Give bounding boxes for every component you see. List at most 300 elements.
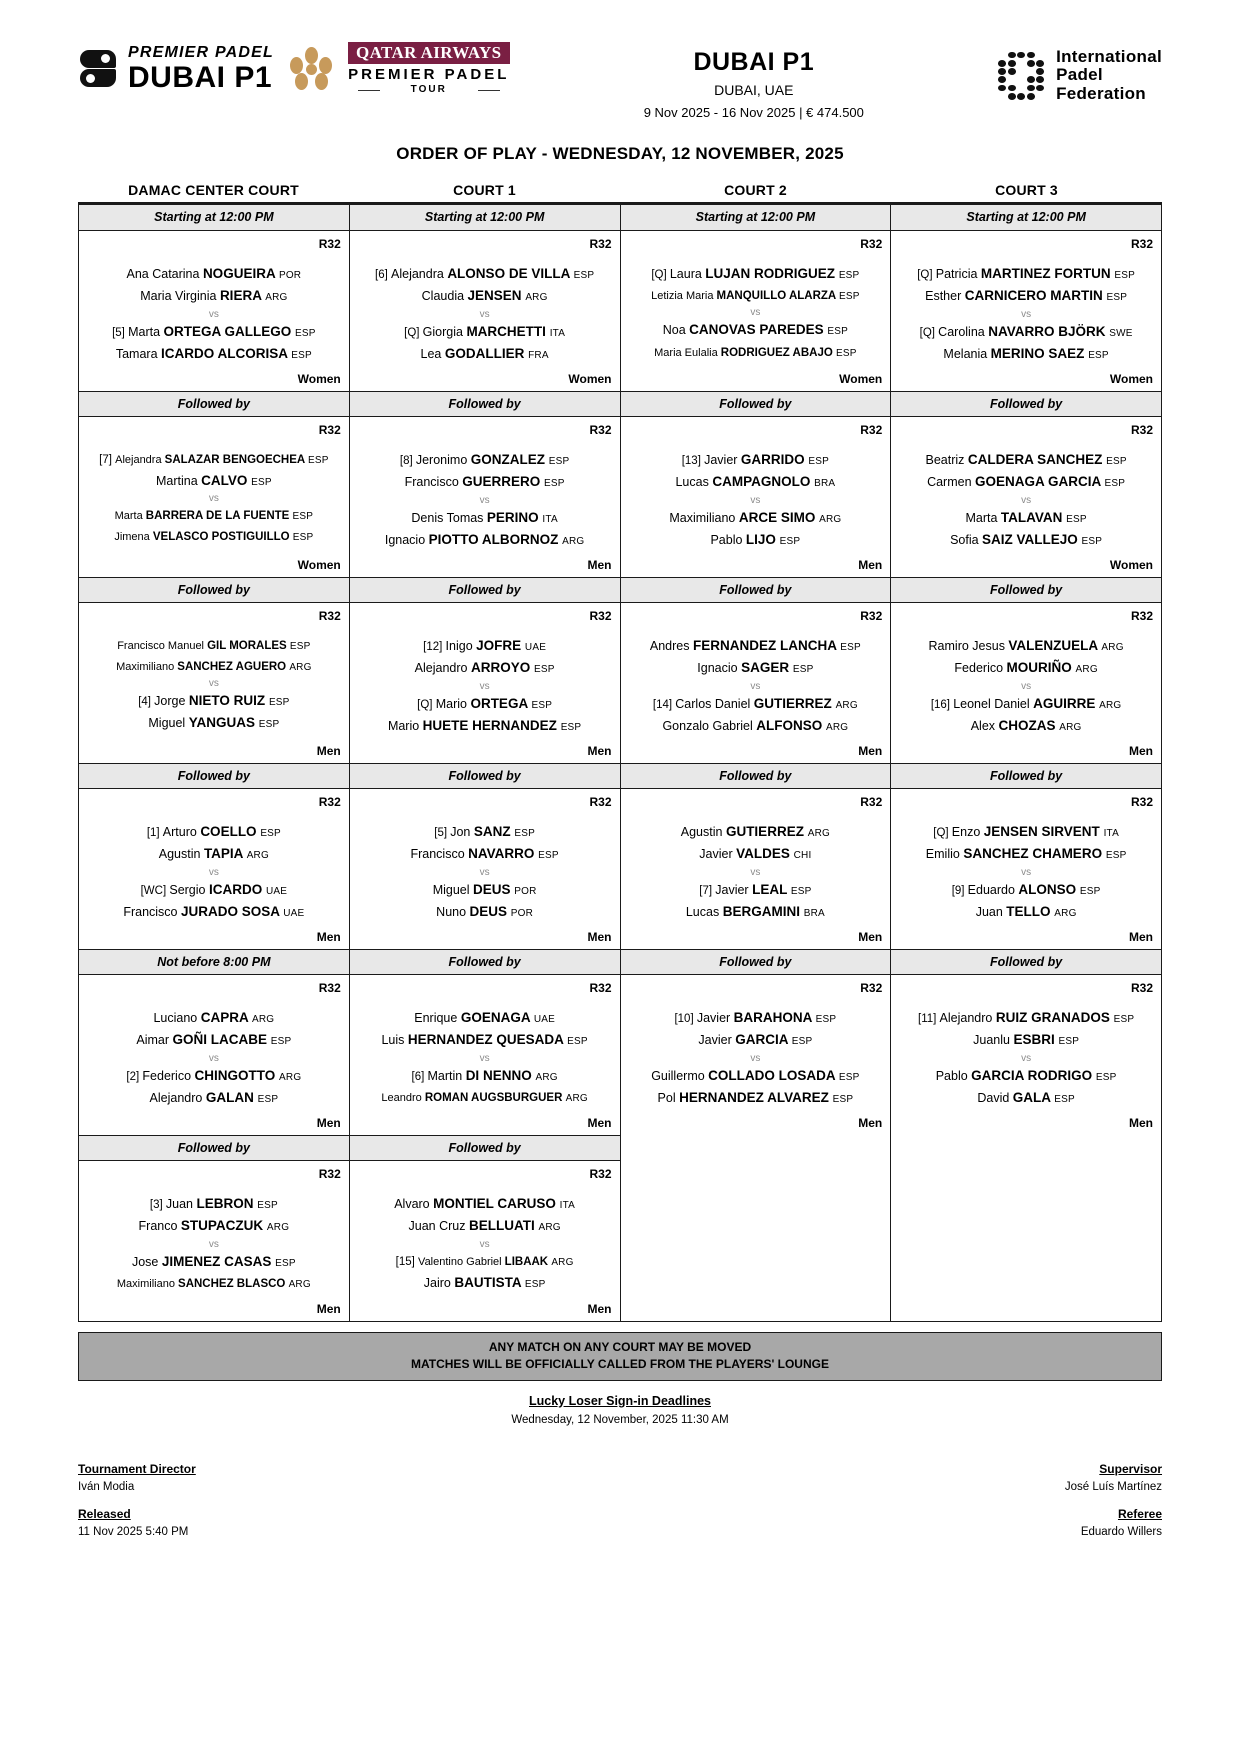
gender-label: Men <box>1129 930 1153 944</box>
player-nationality: ESP <box>275 1257 296 1269</box>
player-last-name: CHOZAS <box>998 717 1060 733</box>
player-line <box>897 635 1155 657</box>
player-seed: [3] <box>149 1199 166 1211</box>
player-seed: [Q] <box>404 326 423 339</box>
player-seed: [7] <box>699 884 716 897</box>
player-seed: [5] <box>434 827 451 839</box>
player-line <box>85 843 343 865</box>
player-last-name: BAUTISTA <box>454 1274 525 1290</box>
player-nationality: ESP <box>779 535 801 547</box>
player-line <box>356 1272 614 1294</box>
players-block <box>85 1007 343 1109</box>
player-seed: [8] <box>399 455 416 467</box>
player-nationality: ESP <box>514 828 535 839</box>
player-first-name: Federico <box>954 661 1007 676</box>
player-nationality: ARG <box>252 1014 275 1025</box>
player-line <box>627 693 885 715</box>
player-line <box>897 285 1155 307</box>
player-first-name: Alejandro <box>939 1011 996 1025</box>
player-last-name: SALAZAR BENGOECHEA <box>164 454 308 466</box>
player-first-name: Inigo <box>445 639 477 653</box>
player-last-name: JENSEN <box>467 288 526 304</box>
player-seed: [14] <box>652 698 676 711</box>
player-line <box>85 1087 343 1109</box>
player-line <box>897 657 1155 679</box>
player-last-name: TELLO <box>1006 903 1055 919</box>
player-last-name: COLLADO LOSADA <box>708 1067 839 1083</box>
player-first-name: Marta <box>114 510 146 523</box>
player-line <box>356 715 614 737</box>
player-line <box>897 507 1155 529</box>
match-slot[interactable] <box>350 391 620 577</box>
player-nationality: ITA <box>549 327 566 339</box>
player-nationality: ESP <box>260 828 281 839</box>
player-last-name: PERINO <box>486 509 543 525</box>
player-first-name: Valentino Gabriel <box>418 1255 505 1268</box>
player-nationality: ESP <box>1058 1036 1080 1048</box>
match-slot[interactable] <box>621 1135 891 1321</box>
player-first-name: Enrique <box>414 1011 461 1025</box>
player-last-name: CALDERA SANCHEZ <box>967 452 1107 467</box>
player-line <box>627 821 885 843</box>
player-first-name: Mario <box>435 696 471 711</box>
gender-label: Men <box>316 1116 341 1130</box>
player-line <box>897 471 1155 493</box>
player-first-name: Laura <box>669 267 706 281</box>
vs-separator: vs <box>479 680 490 692</box>
match-slot[interactable] <box>621 949 891 1135</box>
player-first-name: Mario <box>387 718 423 733</box>
match-slot[interactable] <box>350 205 620 391</box>
signoff-right <box>1065 1462 1162 1538</box>
player-last-name: LUJAN RODRIGUEZ <box>705 266 839 281</box>
player-last-name: ESBRI <box>1013 1032 1059 1048</box>
player-first-name: Federico <box>142 1068 195 1083</box>
gender-label: Men <box>587 558 612 572</box>
player-last-name: BARAHONA <box>733 1010 816 1025</box>
slot-time-label: Followed by <box>891 577 1161 603</box>
player-line <box>356 879 614 901</box>
player-line <box>627 507 885 529</box>
round-label: R32 <box>589 1167 612 1181</box>
match-slot[interactable] <box>891 1135 1161 1321</box>
player-seed: [12] <box>423 641 446 653</box>
player-first-name: Agustin <box>680 825 726 839</box>
player-last-name: RUIZ GRANADOS <box>995 1010 1114 1025</box>
player-nationality: ESP <box>1106 292 1128 304</box>
player-nationality: CHI <box>793 850 812 862</box>
player-line <box>627 1029 885 1051</box>
player-first-name: Alejandro <box>149 1090 206 1105</box>
slot-time-label: Followed by <box>350 1135 620 1161</box>
player-first-name: Ignacio <box>697 661 742 676</box>
match-slot[interactable] <box>79 763 349 949</box>
players-block <box>627 821 885 923</box>
round-label: R32 <box>589 609 612 623</box>
slot-time-label: Followed by <box>891 949 1161 975</box>
player-first-name: Claudia <box>421 289 468 304</box>
players-block <box>627 635 885 737</box>
player-seed: [Q] <box>651 269 670 281</box>
player-last-name: ARROYO <box>470 660 534 676</box>
match-slot[interactable] <box>891 391 1161 577</box>
player-nationality: ARG <box>819 513 842 525</box>
player-nationality: ARG <box>279 1071 302 1083</box>
player-seed: [7] <box>99 454 116 466</box>
slot-time-label: Followed by <box>350 949 620 975</box>
vs-separator: vs <box>479 308 490 320</box>
player-line <box>356 285 614 307</box>
player-first-name: Maximiliano <box>116 660 178 673</box>
player-first-name: Enzo <box>951 825 984 839</box>
player-last-name: CAMPAGNOLO <box>712 474 815 490</box>
player-seed: [Q] <box>917 269 936 281</box>
player-last-name: MARCHETTI <box>466 323 550 339</box>
tournament-title-block <box>644 48 864 120</box>
player-nationality: ESP <box>838 291 860 303</box>
players-block <box>627 263 885 362</box>
player-first-name: Carlos Daniel <box>675 696 754 711</box>
player-last-name: DI NENNO <box>465 1067 536 1083</box>
match-body <box>350 417 620 577</box>
player-nationality: ESP <box>1113 1014 1135 1025</box>
player-first-name: Marta <box>965 510 1001 525</box>
player-line <box>85 656 343 677</box>
player-nationality: ESP <box>1114 270 1136 281</box>
dubai-p1-text: DUBAI P1 <box>128 60 273 94</box>
vs-separator: vs <box>208 677 219 689</box>
player-line <box>85 901 343 923</box>
player-line <box>85 449 343 470</box>
player-first-name: Melania <box>943 346 991 361</box>
players-block <box>85 1193 343 1294</box>
player-last-name: ALONSO DE VILLA <box>447 266 574 281</box>
player-line <box>897 263 1155 285</box>
player-seed: [6] <box>411 1070 428 1083</box>
players-block <box>897 449 1155 551</box>
player-nationality: ESP <box>270 1036 292 1048</box>
player-nationality: UAE <box>533 1014 555 1025</box>
player-nationality: ITA <box>542 513 558 525</box>
player-line <box>627 342 885 363</box>
player-line <box>897 843 1155 865</box>
player-last-name: ALFONSO <box>756 717 827 733</box>
player-first-name: Francisco <box>404 475 463 490</box>
player-line <box>356 343 614 365</box>
premier-padel-text: PREMIER PADEL <box>128 43 274 61</box>
player-line <box>627 1065 885 1087</box>
round-label: R32 <box>318 1167 341 1181</box>
qatar-airways-text: QATAR AIRWAYS <box>348 42 510 64</box>
player-line <box>897 449 1155 471</box>
player-line <box>356 1193 614 1215</box>
players-block <box>897 263 1155 365</box>
player-nationality: ARG <box>288 1278 311 1290</box>
order-of-play-title: ORDER OF PLAY - WEDNESDAY, 12 NOVEMBER, 2025 <box>396 144 844 163</box>
gender-label: Women <box>297 558 341 572</box>
player-first-name: Pablo <box>935 1068 972 1083</box>
match-slot[interactable] <box>891 949 1161 1135</box>
gender-label: Men <box>316 744 341 758</box>
player-nationality: ARG <box>551 1256 574 1268</box>
player-line <box>356 507 614 529</box>
slot-time-label: Starting at 12:00 PM <box>350 205 620 231</box>
player-first-name: Jon <box>450 825 474 839</box>
player-last-name: SANCHEZ CHAMERO <box>963 846 1106 862</box>
players-block <box>356 1007 614 1108</box>
player-line <box>356 321 614 343</box>
player-last-name: GODALLIER <box>444 345 529 361</box>
round-label: R32 <box>860 237 883 251</box>
player-line <box>85 1251 343 1273</box>
player-last-name: DEUS <box>469 903 511 919</box>
player-line <box>85 1029 343 1051</box>
slot-time-label: Followed by <box>891 391 1161 417</box>
player-nationality: ESP <box>544 478 565 490</box>
player-seed: [6] <box>375 269 392 281</box>
player-line <box>897 1087 1155 1109</box>
vs-separator: vs <box>479 1052 490 1064</box>
player-line <box>85 505 343 526</box>
empty-slot <box>891 1135 1161 1321</box>
player-first-name: Pablo <box>710 532 746 547</box>
player-first-name: Aimar <box>136 1033 173 1048</box>
vs-separator: vs <box>208 866 219 878</box>
player-last-name: NAVARRO <box>468 846 539 862</box>
premier-padel-dubai-logo <box>78 42 510 95</box>
player-last-name: GARRIDO <box>740 452 809 467</box>
player-seed: [11] <box>918 1013 940 1025</box>
players-block <box>85 635 343 734</box>
player-last-name: JENSEN SIRVENT <box>983 824 1104 839</box>
player-last-name: LIBAAK <box>504 1255 552 1268</box>
players-block <box>85 449 343 547</box>
player-first-name: Leonel Daniel <box>953 696 1034 711</box>
player-nationality: ESP <box>560 721 582 733</box>
player-line <box>356 263 614 285</box>
player-nationality: ARG <box>246 850 269 862</box>
player-nationality: ESP <box>791 1036 813 1048</box>
player-last-name: ICARDO ALCORISA <box>161 345 292 361</box>
gender-label: Men <box>1129 744 1153 758</box>
match-slot[interactable] <box>350 577 620 763</box>
player-nationality: POR <box>278 270 302 281</box>
player-last-name: MONTIEL CARUSO <box>433 1196 560 1211</box>
match-body <box>621 789 891 949</box>
player-seed: [WC] <box>140 884 170 897</box>
player-first-name: Sofia <box>950 532 983 547</box>
gender-label: Men <box>858 930 883 944</box>
players-block <box>627 449 885 551</box>
match-slot[interactable] <box>350 949 620 1135</box>
supervisor-name: José Luís Martínez <box>1064 1480 1162 1493</box>
round-label: R32 <box>318 981 341 995</box>
player-last-name: SANZ <box>473 824 515 839</box>
player-line <box>356 821 614 843</box>
player-first-name: Javier <box>699 847 737 862</box>
slot-time-label: Starting at 12:00 PM <box>621 205 891 231</box>
player-nationality: ARG <box>535 1071 558 1083</box>
player-line <box>85 470 343 492</box>
player-line <box>85 712 343 734</box>
player-nationality: ESP <box>291 349 312 361</box>
player-last-name: MANQUILLO ALARZA <box>716 290 839 303</box>
player-line <box>897 715 1155 737</box>
player-nationality: ESP <box>1088 349 1109 361</box>
slot-time-label: Followed by <box>621 763 891 789</box>
schedule-grid <box>78 202 1162 1322</box>
player-nationality: UAE <box>524 642 547 653</box>
match-slot[interactable] <box>79 205 349 391</box>
match-body <box>350 975 620 1135</box>
gender-label: Men <box>858 744 883 758</box>
vs-separator: vs <box>750 680 761 692</box>
slot-time-label: Followed by <box>350 391 620 417</box>
player-line <box>897 321 1155 343</box>
match-slot[interactable] <box>621 205 891 391</box>
player-first-name: Alejandra <box>115 454 165 466</box>
supervisor-label: Supervisor <box>1099 1461 1162 1476</box>
gender-label: Men <box>587 1302 612 1316</box>
player-nationality: ESP <box>815 1014 837 1025</box>
player-nationality: ESP <box>790 885 812 897</box>
player-last-name: GUTIERREZ <box>753 695 836 711</box>
player-last-name: SAIZ VALLEJO <box>982 531 1082 547</box>
player-line <box>85 1007 343 1029</box>
match-body <box>350 789 620 949</box>
match-slot[interactable] <box>891 205 1161 391</box>
player-last-name: COELLO <box>200 824 261 839</box>
player-last-name: JIMENEZ CASAS <box>161 1253 276 1269</box>
match-body <box>891 417 1161 577</box>
player-last-name: ORTEGA <box>470 695 532 711</box>
match-slot[interactable] <box>621 391 891 577</box>
match-body <box>621 231 891 391</box>
court-header-1: COURT 1 <box>453 182 516 198</box>
player-nationality: ESP <box>257 1200 278 1211</box>
tournament-director-label: Tournament Director <box>78 1461 196 1476</box>
notice-line-2: MATCHES WILL BE OFFICIALLY CALLED FROM THE PLAYERS' LOUNGE <box>411 1356 829 1371</box>
players-block <box>897 635 1155 737</box>
player-last-name: DEUS <box>473 881 515 897</box>
player-line <box>897 1065 1155 1087</box>
player-last-name: GOÑI LACABE <box>172 1032 271 1048</box>
player-nationality: ESP <box>533 664 555 676</box>
match-slot[interactable] <box>891 763 1161 949</box>
player-first-name: Lucas <box>675 475 713 490</box>
player-nationality: ESP <box>531 699 553 711</box>
player-nationality: ESP <box>292 511 314 523</box>
player-line <box>356 1251 614 1272</box>
ipf-wordmark <box>1056 48 1162 103</box>
player-nationality: ESP <box>292 532 314 544</box>
player-last-name: GONZALEZ <box>470 452 549 467</box>
player-line <box>897 1007 1155 1029</box>
gender-label: Men <box>587 744 612 758</box>
player-line <box>356 693 614 715</box>
player-nationality: ARG <box>1099 699 1122 711</box>
empty-slot <box>621 1135 891 1321</box>
player-nationality: ARG <box>1059 721 1082 733</box>
player-nationality: ARG <box>289 661 312 673</box>
vs-separator: vs <box>1021 494 1032 506</box>
player-first-name: Martina <box>155 473 202 488</box>
match-body <box>621 975 891 1135</box>
player-last-name: GIL MORALES <box>207 640 290 652</box>
match-slot[interactable] <box>891 577 1161 763</box>
player-nationality: ESP <box>840 642 861 653</box>
player-first-name: Luis <box>381 1033 408 1048</box>
player-nationality: POR <box>510 907 534 919</box>
player-last-name: NOGUEIRA <box>202 266 279 281</box>
player-last-name: MARTINEZ FORTUN <box>980 266 1115 281</box>
player-last-name: RODRIGUEZ ABAJO <box>720 346 836 359</box>
player-seed: [9] <box>951 884 968 897</box>
player-seed: [Q] <box>933 827 952 839</box>
player-nationality: ARG <box>835 699 858 711</box>
match-slot[interactable] <box>350 763 620 949</box>
player-line <box>85 321 343 343</box>
match-slot[interactable] <box>621 763 891 949</box>
player-seed: [5] <box>112 326 129 339</box>
notice-line-1: ANY MATCH ON ANY COURT MAY BE MOVED <box>488 1340 752 1354</box>
round-label: R32 <box>318 795 341 809</box>
player-first-name: Noa <box>662 323 690 338</box>
player-first-name: Maximiliano <box>116 1277 179 1290</box>
player-first-name: Miguel <box>148 716 189 731</box>
player-nationality: ARG <box>1075 664 1098 676</box>
player-line <box>85 1193 343 1215</box>
match-slot[interactable] <box>79 391 349 577</box>
match-slot[interactable] <box>350 1135 620 1321</box>
player-first-name: Tamara <box>115 346 162 361</box>
signoff-left <box>78 1462 196 1538</box>
match-slot[interactable] <box>79 1135 349 1321</box>
player-nationality: ARG <box>1101 642 1124 653</box>
player-last-name: VALENZUELA <box>1008 638 1102 653</box>
player-nationality: ESP <box>827 326 849 338</box>
match-slot[interactable] <box>621 577 891 763</box>
match-body <box>891 789 1161 949</box>
player-nationality: BRA <box>803 907 825 919</box>
vs-separator: vs <box>1021 866 1032 878</box>
player-last-name: CARNICERO MARTIN <box>964 288 1107 304</box>
player-line <box>627 285 885 306</box>
player-line <box>85 263 343 285</box>
court-column-1 <box>350 205 621 1321</box>
released-value: 11 Nov 2025 5:40 PM <box>78 1525 189 1538</box>
player-first-name: Javier <box>696 1011 734 1025</box>
player-last-name: BARRERA DE LA FUENTE <box>145 510 293 523</box>
player-first-name: Patricia <box>935 267 981 281</box>
player-last-name: LEBRON <box>196 1196 258 1211</box>
match-slot[interactable] <box>79 949 349 1135</box>
lucky-loser-date: Wednesday, 12 November, 2025 11:30 AM <box>511 1413 729 1426</box>
premier-padel-wordmark <box>128 45 274 93</box>
premier-padel-subtext: PREMIER PADEL <box>348 65 510 83</box>
player-nationality: ESP <box>258 719 280 731</box>
match-body <box>621 417 891 577</box>
match-slot[interactable] <box>79 577 349 763</box>
player-first-name: Agustin <box>158 847 204 862</box>
court-header-3: COURT 3 <box>995 182 1058 198</box>
player-first-name: Maria Eulalia <box>654 346 721 359</box>
player-nationality: ESP <box>1054 1093 1075 1105</box>
player-nationality: ESP <box>832 1093 854 1105</box>
vs-separator: vs <box>750 307 761 319</box>
player-line <box>85 1273 343 1294</box>
international-padel-federation-logo <box>998 42 1162 103</box>
